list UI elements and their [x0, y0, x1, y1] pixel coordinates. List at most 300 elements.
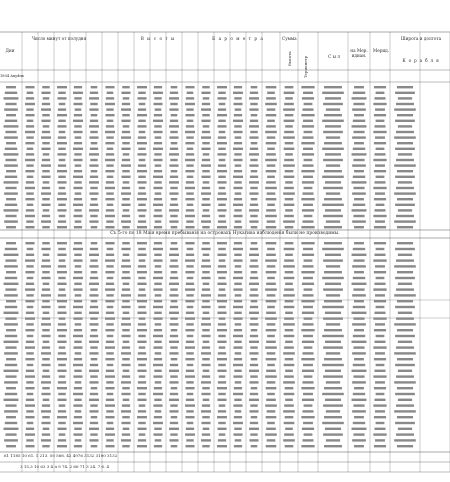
block1-cell — [58, 92, 65, 94]
block1-cell — [89, 164, 98, 166]
block1-cell — [121, 176, 130, 178]
block2-cell — [302, 439, 313, 441]
block2-cell — [153, 364, 163, 366]
block2-cell — [233, 248, 243, 250]
block1-cell — [57, 125, 66, 127]
block2-cell — [395, 335, 415, 337]
block2-cell — [170, 335, 178, 337]
block1-cell — [398, 181, 412, 183]
block1-cell — [89, 181, 99, 183]
block2-cell — [249, 283, 259, 285]
block2-cell — [303, 335, 313, 337]
block2-cell — [106, 323, 113, 325]
block2-cell — [394, 352, 416, 354]
block2-cell — [202, 445, 209, 447]
block2-cell — [322, 393, 344, 395]
block2-cell — [153, 335, 163, 337]
block2-cell — [105, 271, 114, 273]
block2-cell — [398, 254, 412, 256]
block2-cell — [26, 410, 33, 412]
block2-cell — [139, 288, 146, 290]
block1-cell — [41, 204, 50, 206]
block2-cell — [5, 306, 17, 308]
block2-cell — [74, 387, 82, 389]
block2-cell — [233, 288, 242, 290]
block1-cell — [186, 209, 194, 211]
block1-cell — [107, 120, 114, 122]
block1-cell — [6, 170, 16, 172]
block1-cell — [73, 204, 83, 206]
block2-cell — [42, 416, 49, 418]
block2-cell — [123, 341, 130, 343]
block1-cell — [107, 176, 114, 178]
block2-cell — [90, 364, 98, 366]
block1-cell — [187, 176, 194, 178]
block1-cell — [303, 120, 313, 122]
block2-cell — [322, 277, 344, 279]
block2-cell — [233, 433, 242, 435]
block1-cell — [354, 226, 364, 228]
block2-cell — [4, 312, 19, 314]
block1-cell — [123, 97, 130, 99]
block1-cell — [250, 159, 257, 161]
block2-cell — [4, 283, 19, 285]
block1-cell — [41, 136, 51, 138]
block2-cell — [57, 428, 66, 430]
block2-cell — [41, 277, 50, 279]
block2-cell — [302, 341, 314, 343]
block2-cell — [304, 346, 313, 348]
block2-cell — [354, 329, 364, 331]
block1-cell — [57, 198, 67, 200]
block2-cell — [249, 439, 258, 441]
block2-cell — [250, 346, 257, 348]
block1-cell — [249, 125, 259, 127]
block1-cell — [373, 215, 386, 217]
block2-cell — [202, 288, 210, 290]
block2-cell — [285, 271, 294, 273]
block1-cell — [5, 131, 16, 133]
block1-cell — [352, 181, 367, 183]
block1-cell — [397, 198, 413, 200]
block1-cell — [25, 103, 35, 105]
block1-cell — [396, 215, 414, 217]
block2-cell — [41, 381, 51, 383]
block2-cell — [373, 346, 386, 348]
block2-cell — [74, 312, 81, 314]
block2-cell — [5, 364, 17, 366]
block1-cell — [284, 204, 295, 206]
block1-cell — [353, 92, 365, 94]
block1-cell — [202, 170, 209, 172]
block1-cell — [352, 108, 366, 110]
block2-cell — [106, 254, 114, 256]
block1-cell — [234, 209, 241, 211]
block1-cell — [203, 153, 210, 155]
block2-cell — [284, 306, 295, 308]
block2-cell — [25, 329, 34, 331]
block2-cell — [267, 381, 276, 383]
block2-cell — [122, 300, 129, 302]
block2-cell — [301, 387, 314, 389]
block1-cell — [394, 164, 416, 166]
block1-cell — [122, 226, 129, 228]
block2-cell — [5, 288, 16, 290]
block1-cell — [374, 97, 385, 99]
block2-cell — [121, 294, 131, 296]
block2-cell — [58, 352, 66, 354]
block1-cell — [105, 142, 114, 144]
block2-cell — [90, 375, 97, 377]
block2-cell — [267, 422, 275, 424]
block2-cell — [218, 265, 226, 267]
block2-cell — [353, 364, 365, 366]
block2-cell — [219, 433, 226, 435]
block1-cell — [283, 220, 295, 222]
block2-cell — [352, 294, 366, 296]
block1-cell — [155, 108, 162, 110]
block1-cell — [374, 170, 386, 172]
block2-cell — [353, 306, 365, 308]
block2-cell — [123, 312, 130, 314]
block2-cell — [373, 259, 386, 261]
block2-cell — [234, 428, 241, 430]
block2-cell — [302, 254, 314, 256]
block1-cell — [285, 209, 293, 211]
block1-cell — [27, 176, 34, 178]
block1-cell — [233, 176, 243, 178]
block2-cell — [138, 265, 146, 267]
block1-cell — [171, 86, 178, 88]
block1-cell — [42, 226, 49, 228]
block2-cell — [42, 329, 49, 331]
block2-cell — [187, 335, 194, 337]
block1-cell — [233, 131, 242, 133]
block2-cell — [235, 323, 242, 325]
block1-cell — [217, 97, 226, 99]
block2-cell — [353, 433, 364, 435]
block1-cell — [153, 120, 163, 122]
block2-cell — [105, 416, 114, 418]
block1-cell — [25, 159, 35, 161]
block1-cell — [233, 204, 243, 206]
block2-cell — [394, 439, 416, 441]
block2-cell — [353, 346, 364, 348]
block2-cell — [171, 358, 178, 360]
block1-cell — [58, 204, 65, 206]
block1-cell — [201, 108, 211, 110]
block2-cell — [137, 445, 147, 447]
block1-cell — [74, 86, 82, 88]
block1-cell — [352, 220, 366, 222]
block1-cell — [302, 97, 314, 99]
block2-cell — [352, 428, 367, 430]
block2-cell — [373, 317, 386, 319]
block2-cell — [202, 404, 210, 406]
block2-cell — [58, 294, 66, 296]
block2-cell — [267, 323, 276, 325]
block1-cell — [106, 220, 113, 222]
block1-cell — [266, 153, 276, 155]
block1-cell — [41, 192, 51, 194]
block1-cell — [4, 192, 18, 194]
block2-cell — [91, 387, 98, 389]
block1-cell — [105, 86, 114, 88]
block2-cell — [105, 329, 114, 331]
block2-cell — [203, 370, 210, 372]
block2-cell — [25, 445, 34, 447]
block2-cell — [283, 439, 295, 441]
block2-cell — [41, 335, 50, 337]
block2-cell — [218, 439, 226, 441]
block2-cell — [42, 445, 49, 447]
block2-cell — [374, 358, 386, 360]
block2-cell — [42, 346, 50, 348]
block2-cell — [153, 404, 162, 406]
block2-cell — [325, 428, 341, 430]
block2-cell — [155, 410, 162, 412]
block1-cell — [137, 97, 146, 99]
block1-cell — [59, 187, 66, 189]
block2-cell — [352, 254, 367, 256]
block2-cell — [303, 422, 313, 424]
block2-cell — [202, 317, 210, 319]
block1-cell — [89, 209, 99, 211]
block2-cell — [121, 248, 130, 250]
block1-cell — [89, 220, 98, 222]
block1-cell — [42, 187, 50, 189]
block2-cell — [154, 370, 161, 372]
block2-cell — [397, 271, 413, 273]
block1-cell — [122, 170, 129, 172]
block2-cell — [374, 283, 385, 285]
block2-cell — [137, 300, 147, 302]
block2-cell — [187, 393, 194, 395]
block1-cell — [169, 220, 178, 222]
block1-cell — [170, 159, 177, 161]
block2-cell — [353, 259, 364, 261]
block1-cell — [89, 153, 99, 155]
block1-cell — [304, 103, 313, 105]
block2-cell — [397, 242, 413, 244]
block1-cell — [57, 226, 67, 228]
block1-cell — [373, 103, 386, 105]
block2-cell — [42, 271, 49, 273]
block2-cell — [285, 358, 294, 360]
block1-cell — [217, 125, 226, 127]
block2-cell — [267, 364, 275, 366]
block2-cell — [352, 399, 367, 401]
block1-cell — [73, 120, 83, 122]
block1-cell — [250, 148, 258, 150]
block2-cell — [323, 433, 343, 435]
block2-cell — [27, 393, 34, 395]
block1-cell — [285, 114, 294, 116]
block2-cell — [251, 242, 258, 244]
block2-cell — [250, 317, 257, 319]
block1-cell — [322, 176, 344, 178]
block2-cell — [250, 259, 257, 261]
block2-cell — [155, 352, 162, 354]
block1-cell — [394, 220, 416, 222]
ship-header: К о р а б л я — [402, 58, 440, 63]
block2-cell — [43, 370, 50, 372]
year-label: 1804 Апрѣль — [0, 74, 25, 78]
block1-cell — [251, 198, 258, 200]
block2-cell — [170, 306, 178, 308]
block1-cell — [137, 86, 147, 88]
block1-cell — [59, 103, 66, 105]
sum-header: Сумма — [282, 36, 297, 41]
block2-cell — [89, 439, 98, 441]
block2-cell — [185, 375, 195, 377]
block2-cell — [57, 358, 67, 360]
block2-cell — [326, 381, 340, 383]
block1-cell — [233, 148, 243, 150]
block2-cell — [304, 375, 313, 377]
block1-cell — [105, 103, 115, 105]
block2-cell — [398, 428, 412, 430]
block1-cell — [90, 148, 98, 150]
block1-cell — [153, 187, 162, 189]
block2-cell — [58, 410, 66, 412]
block2-cell — [73, 346, 82, 348]
block1-cell — [137, 153, 146, 155]
block2-cell — [170, 375, 177, 377]
block1-cell — [137, 125, 146, 127]
block1-cell — [324, 86, 342, 88]
block1-cell — [74, 125, 81, 127]
block2-cell — [265, 375, 277, 377]
block2-cell — [394, 294, 416, 296]
block1-cell — [185, 159, 195, 161]
block2-cell — [354, 416, 364, 418]
block1-cell — [218, 108, 226, 110]
block2-cell — [266, 254, 276, 256]
block2-cell — [75, 294, 82, 296]
block1-cell — [42, 170, 49, 172]
block2-cell — [57, 242, 67, 244]
block2-cell — [41, 248, 50, 250]
block2-cell — [138, 294, 146, 296]
block1-cell — [186, 192, 193, 194]
block1-cell — [326, 164, 340, 166]
block2-cell — [26, 254, 34, 256]
block1-cell — [375, 220, 385, 222]
block2-cell — [303, 306, 313, 308]
block1-cell — [58, 164, 66, 166]
block2-cell — [139, 375, 146, 377]
block1-cell — [186, 181, 194, 183]
block1-cell — [89, 125, 99, 127]
block2-cell — [4, 265, 18, 267]
block2-cell — [201, 277, 210, 279]
block1-cell — [171, 198, 178, 200]
block2-cell — [170, 364, 178, 366]
block1-cell — [376, 148, 385, 150]
block2-cell — [373, 375, 386, 377]
block1-cell — [169, 181, 179, 183]
block1-cell — [352, 136, 366, 138]
block1-cell — [374, 209, 385, 211]
block2-cell — [395, 422, 415, 424]
block2-cell — [266, 329, 277, 331]
block2-cell — [121, 393, 130, 395]
block2-cell — [58, 422, 65, 424]
block1-cell — [170, 120, 178, 122]
block1-cell — [155, 192, 162, 194]
block1-cell — [75, 136, 82, 138]
block1-cell — [153, 176, 163, 178]
block2-cell — [202, 300, 209, 302]
block2-cell — [352, 370, 367, 372]
block1-cell — [397, 114, 413, 116]
block1-cell — [154, 86, 162, 88]
block1-cell — [284, 148, 295, 150]
block1-cell — [217, 226, 227, 228]
block2-cell — [266, 312, 276, 314]
block1-cell — [283, 108, 295, 110]
block1-cell — [302, 136, 313, 138]
block2-cell — [250, 277, 258, 279]
block2-cell — [91, 242, 98, 244]
block1-cell — [219, 131, 226, 133]
block1-cell — [251, 170, 258, 172]
block2-cell — [170, 288, 177, 290]
block2-cell — [137, 283, 146, 285]
block2-cell — [353, 277, 365, 279]
block2-cell — [121, 265, 131, 267]
block1-cell — [43, 97, 50, 99]
interruption-note: Съ 5-го по 18 Маiя время пребыванiя на островахъ Нукагива наблюденiя были не производимы. — [110, 231, 340, 236]
block2-cell — [137, 341, 146, 343]
block2-cell — [138, 306, 145, 308]
block2-cell — [376, 422, 385, 424]
block1-cell — [138, 108, 146, 110]
block2-cell — [395, 364, 415, 366]
block2-cell — [153, 346, 162, 348]
block1-cell — [154, 153, 161, 155]
block1-cell — [105, 114, 114, 116]
block1-cell — [202, 187, 210, 189]
block2-cell — [324, 329, 342, 331]
block1-cell — [42, 86, 49, 88]
block2-cell — [249, 294, 258, 296]
block2-cell — [354, 358, 364, 360]
block2-cell — [107, 248, 114, 250]
block1-cell — [285, 97, 293, 99]
block1-cell — [4, 108, 18, 110]
block1-cell — [74, 114, 82, 116]
block2-cell — [397, 387, 413, 389]
block2-cell — [219, 404, 226, 406]
block1-cell — [75, 108, 82, 110]
block1-cell — [373, 159, 386, 161]
block1-cell — [59, 159, 66, 161]
block2-cell — [251, 300, 258, 302]
block1-cell — [43, 209, 50, 211]
block2-cell — [302, 428, 314, 430]
block1-cell — [325, 209, 341, 211]
block2-cell — [284, 317, 294, 319]
block1-cell — [234, 170, 242, 172]
block1-cell — [202, 114, 209, 116]
block2-cell — [43, 254, 50, 256]
block1-cell — [107, 148, 114, 150]
block1-cell — [398, 97, 412, 99]
block2-cell — [324, 271, 342, 273]
block2-cell — [201, 381, 211, 383]
